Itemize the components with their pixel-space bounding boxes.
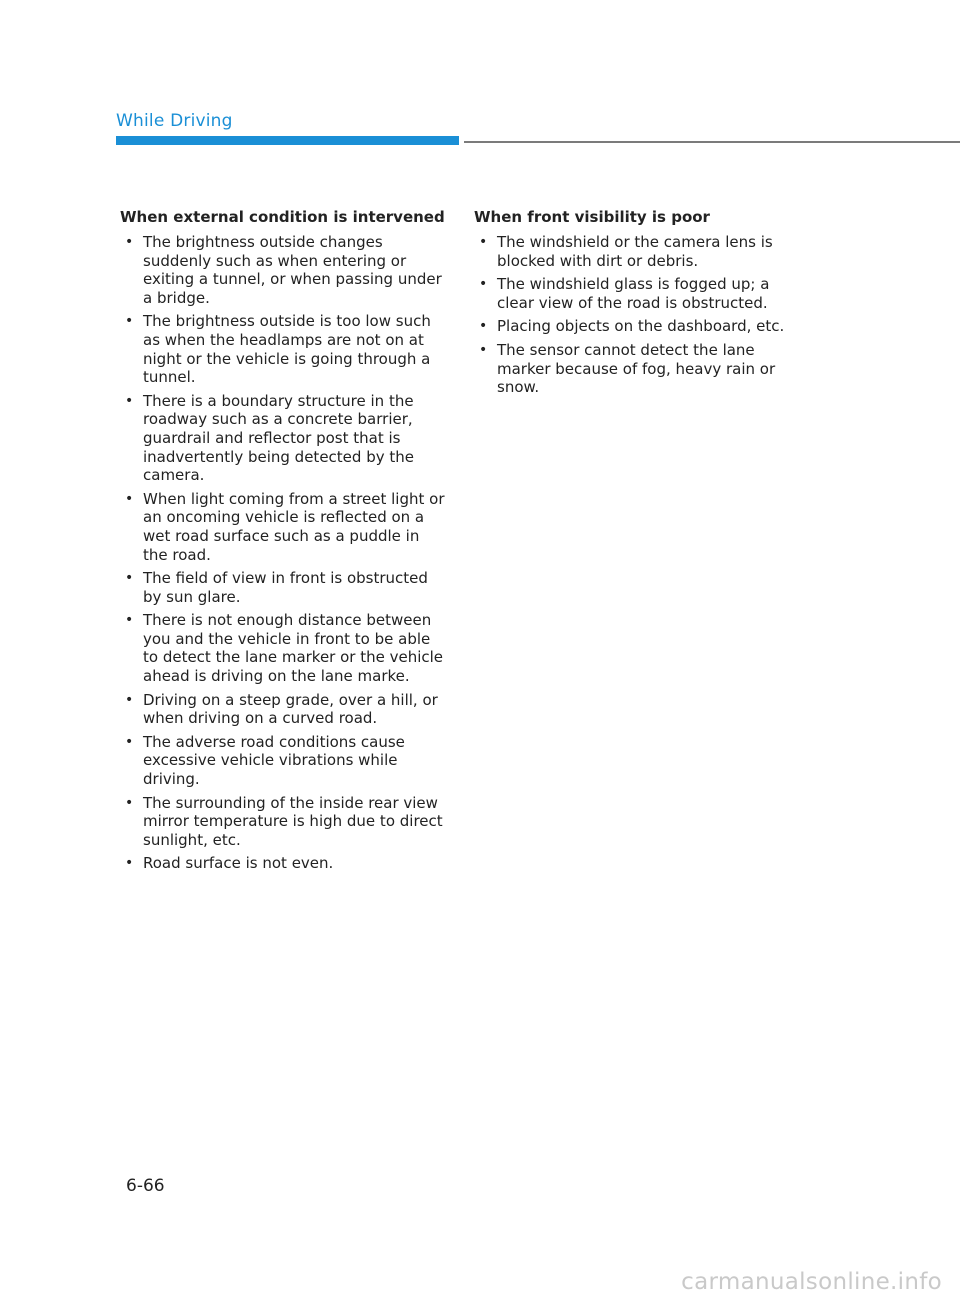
bullet-icon: • bbox=[125, 570, 134, 587]
list-item-text: There is a boundary structure in the roadway such as a concrete barrier, guardrail and reflector post that is inadvertently being detected by the camera. bbox=[143, 391, 414, 485]
watermark: carmanualsonline.info bbox=[681, 1269, 942, 1295]
list-item bbox=[120, 691, 446, 728]
bullet-icon: • bbox=[125, 234, 134, 250]
list-item bbox=[120, 733, 446, 789]
bullet-icon: • bbox=[479, 276, 488, 293]
right-column-heading: When front visibility is poor bbox=[474, 208, 710, 226]
list-item-text: The surrounding of the inside rear view mirror temperature is high due to direct sunlight, etc. bbox=[143, 793, 443, 849]
list-item-text: The windshield or the camera lens is blocked with dirt or debris. bbox=[497, 233, 773, 270]
list-item-text: The sensor cannot detect the lane marker because of fog, heavy rain or snow. bbox=[497, 340, 776, 397]
left-column bbox=[120, 208, 446, 878]
bullet-icon: • bbox=[479, 341, 488, 358]
bullet-icon: • bbox=[479, 318, 488, 335]
list-item-text: Driving on a steep grade, over a hill, or when driving on a curved road. bbox=[143, 690, 438, 728]
bullet-icon: • bbox=[125, 733, 134, 750]
list-item bbox=[120, 794, 446, 850]
list-item bbox=[474, 275, 800, 312]
list-item-text: When light coming from a street light or an oncoming vehicle is reflected on a wet road surface such as a puddle in the road. bbox=[143, 489, 445, 564]
header-divider-line bbox=[464, 141, 960, 143]
bullet-icon: • bbox=[125, 612, 134, 629]
bullet-icon: • bbox=[479, 234, 488, 250]
list-item-text: The brightness outside changes suddenly such as when entering or exiting a tunnel, or when passing under a bridge. bbox=[143, 233, 442, 307]
section-title: While Driving bbox=[116, 111, 233, 131]
list-item bbox=[474, 341, 800, 397]
list-item-text: The adverse road conditions cause excessive vehicle vibrations while driving. bbox=[143, 732, 405, 789]
list-item bbox=[120, 854, 446, 873]
list-item-text: Road surface is not even. bbox=[143, 854, 334, 873]
bullet-icon: • bbox=[125, 691, 134, 708]
right-bullet-list bbox=[474, 233, 800, 397]
right-column bbox=[474, 208, 800, 402]
list-item bbox=[474, 317, 800, 336]
bullet-icon: • bbox=[125, 392, 134, 409]
list-item bbox=[120, 233, 446, 307]
bullet-icon: • bbox=[125, 313, 134, 330]
left-column-heading: When external condition is intervened bbox=[120, 208, 445, 226]
page-number: 6-66 bbox=[126, 1176, 165, 1196]
list-item bbox=[120, 611, 446, 685]
list-item-text: The windshield glass is fogged up; a clear view of the road is obstructed. bbox=[497, 275, 770, 312]
list-item bbox=[474, 233, 800, 270]
bullet-icon: • bbox=[125, 490, 134, 507]
bullet-icon: • bbox=[125, 794, 134, 811]
header-accent-bar bbox=[116, 136, 459, 145]
list-item bbox=[120, 490, 446, 564]
list-item bbox=[120, 569, 446, 606]
list-item-text: The brightness outside is too low such as when the headlamps are not on at night or the vehicle is going through a tunnel. bbox=[143, 312, 431, 387]
bullet-icon: • bbox=[125, 855, 134, 872]
list-item-text: Placing objects on the dashboard, etc. bbox=[497, 317, 785, 336]
left-bullet-list bbox=[120, 233, 446, 873]
list-item-text: The field of view in front is obstructed by sun glare. bbox=[143, 569, 428, 606]
list-item-text: There is not enough distance between you and the vehicle in front to be able to detect the lane marker or the vehicle ahead is driving on the lane marke. bbox=[143, 611, 444, 686]
list-item bbox=[120, 312, 446, 386]
list-item bbox=[120, 392, 446, 485]
